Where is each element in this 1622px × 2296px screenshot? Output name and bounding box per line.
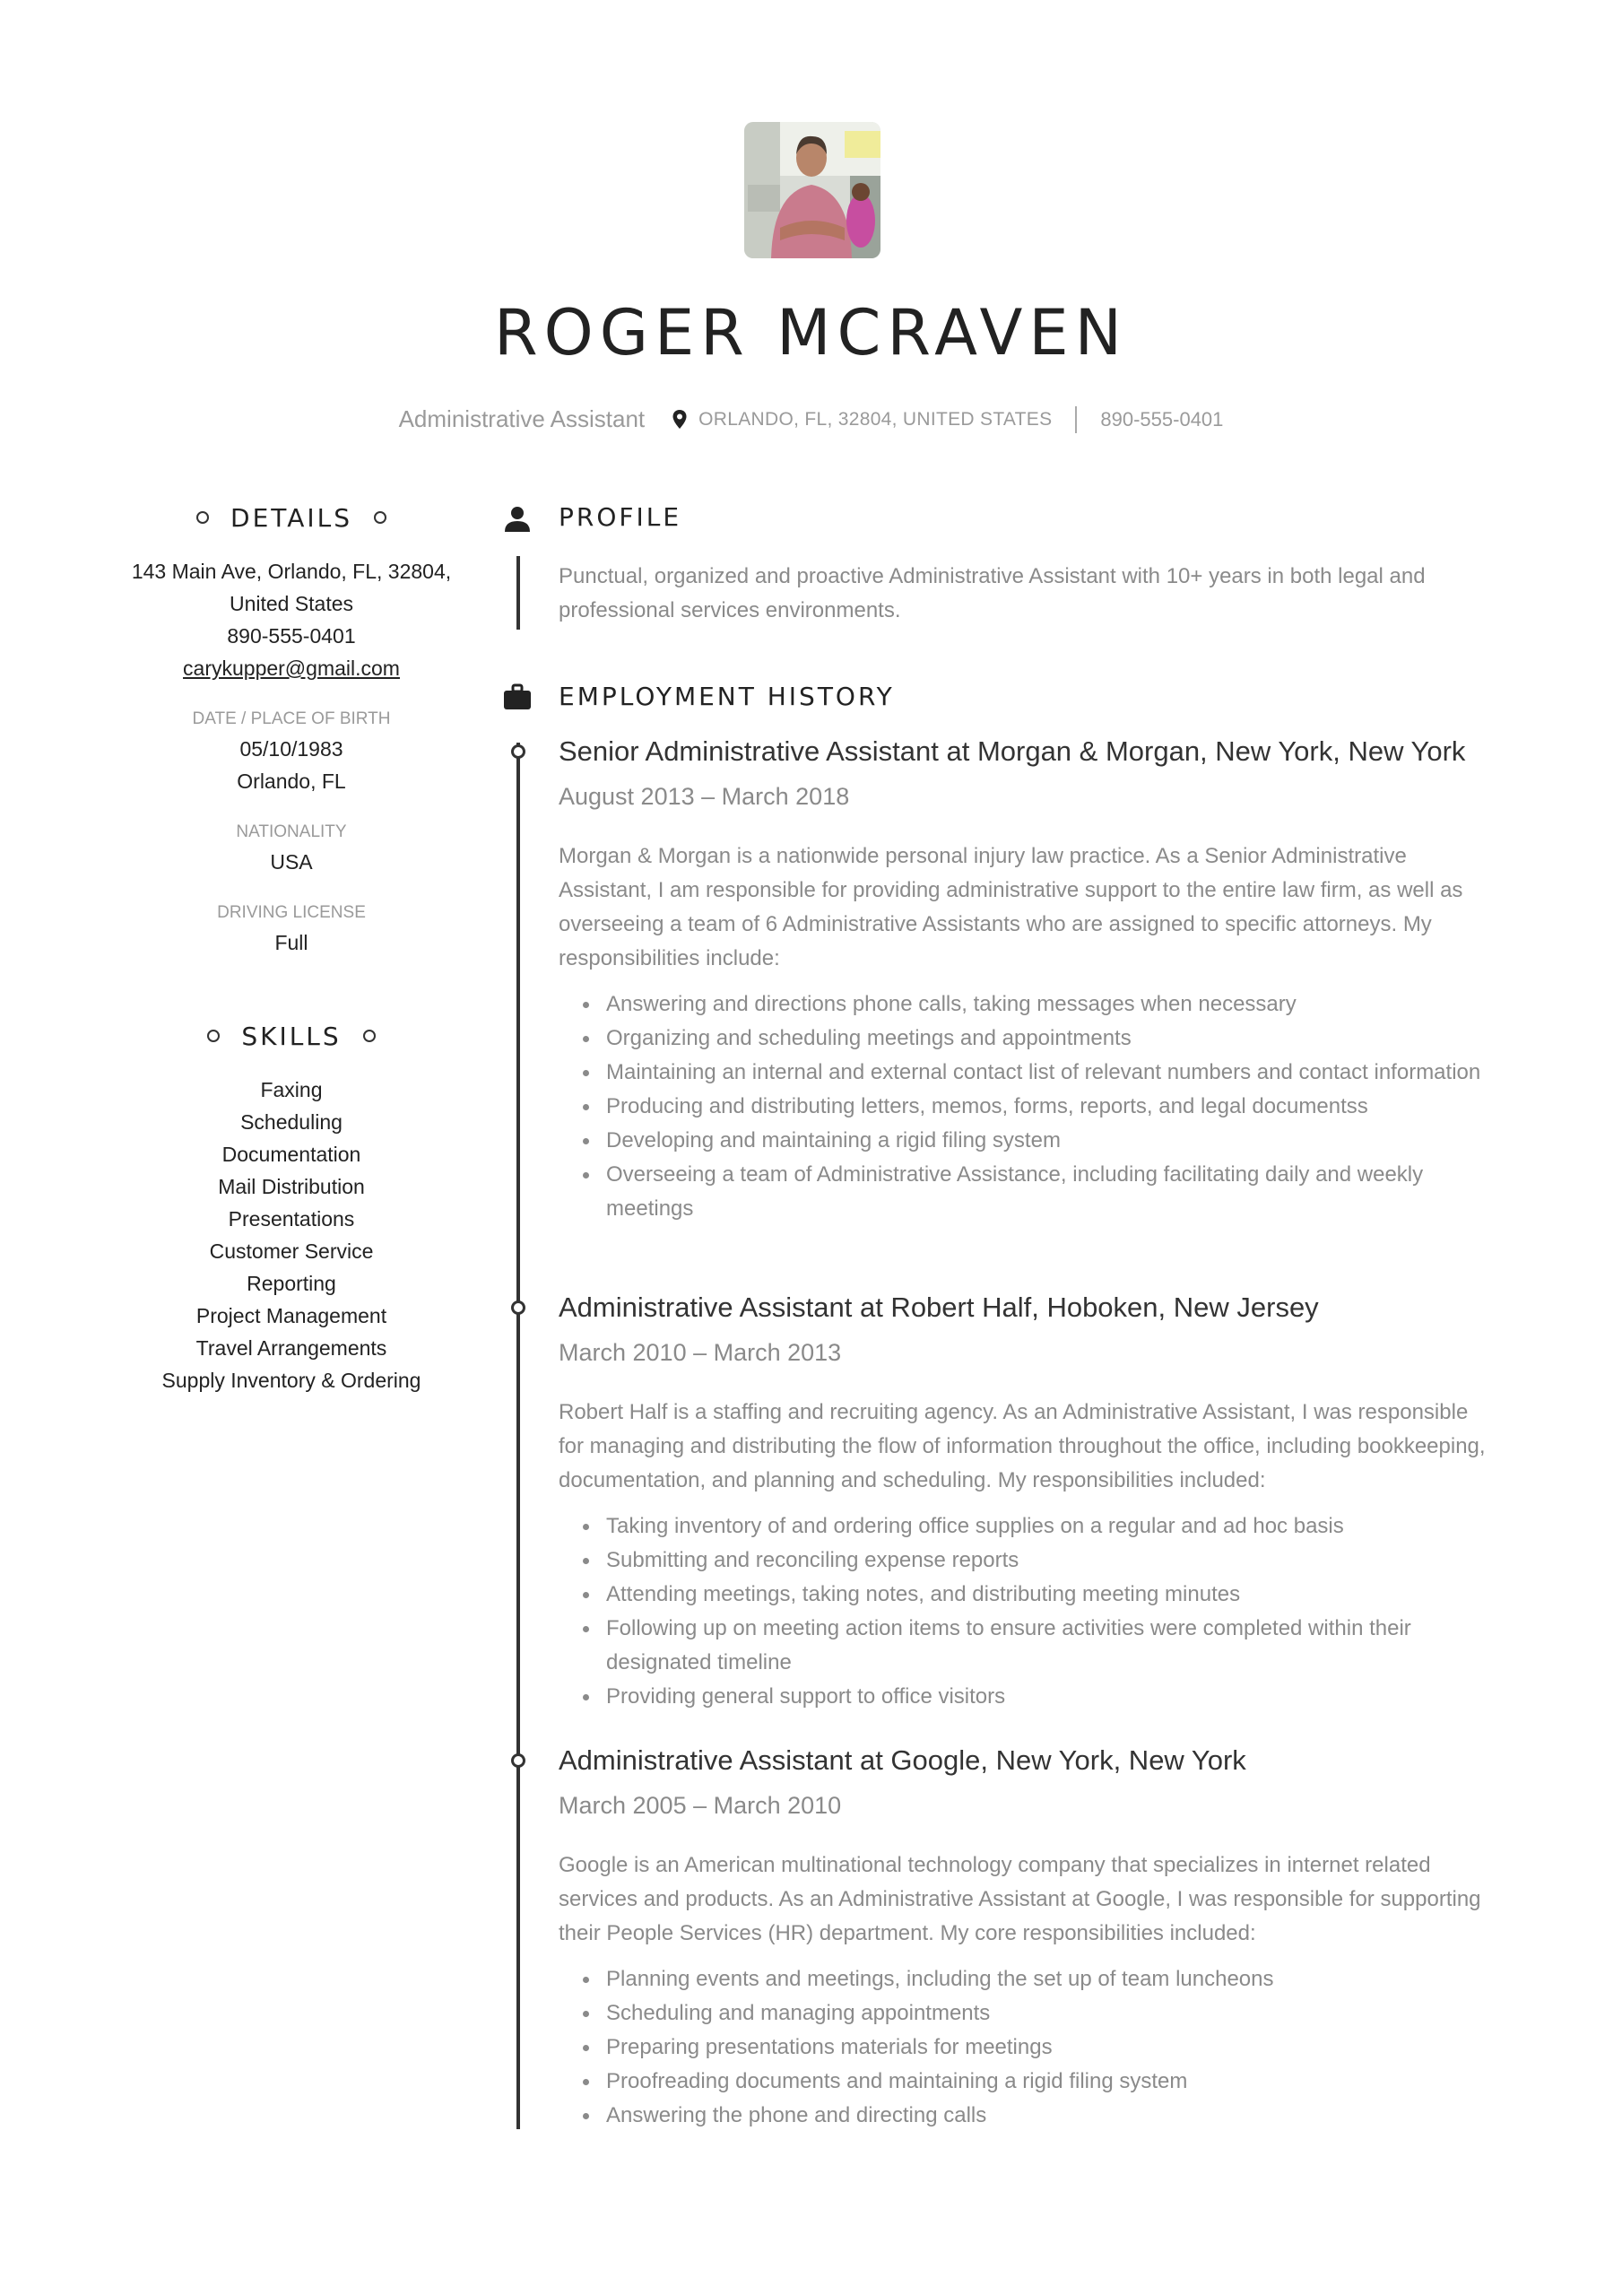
job-description-3: Google is an American multinational technology company that specializes in internet related services and products. As an Administrative Assistant at Google, I was responsible for supporting their People Services (HR) department. My core responsibilities included: — [559, 1853, 1481, 1945]
list-item: Organizing and scheduling meetings and appointments — [559, 1022, 1491, 1056]
skill-item: Presentations — [228, 1207, 355, 1231]
job-dates-3: March 2005 – March 2010 — [559, 1792, 842, 1819]
header-phone: 890-555-0401 — [1100, 407, 1224, 430]
skill-item: Customer Service — [209, 1239, 374, 1263]
nationality-label: NATIONALITY — [236, 822, 347, 841]
skill-item: Documentation — [221, 1143, 361, 1166]
timeline-dot — [511, 744, 525, 759]
address-line1: 143 Main Ave, Orlando, FL, 32804, — [131, 560, 452, 583]
job-description-2: Robert Half is a staffing and recruiting agency. As an Administrative Assistant, I was responsible for managing and distributing the flow of information throughout the office, including bookkeeping, documentation, and planning and scheduling. My responsibilities included: — [559, 1400, 1486, 1492]
list-item: Planning events and meetings, including the set up of team luncheons — [559, 1962, 1491, 1996]
ring-icon — [374, 511, 386, 524]
dob-label: DATE / PLACE OF BIRTH — [192, 709, 391, 728]
nationality-value: USA — [270, 850, 313, 874]
list-item: Answering and directions phone calls, taking messages when necessary — [559, 987, 1491, 1022]
skills-section — [126, 1016, 457, 1396]
header-divider — [1075, 406, 1077, 433]
list-item: Submitting and reconciling expense reports — [559, 1544, 1491, 1578]
header-subline — [0, 405, 1622, 433]
dob-value: 05/10/1983 — [239, 737, 343, 761]
profile-text: Punctual, organized and proactive Administrative Assistant with 10+ years in both legal and professional services environments. — [559, 564, 1426, 622]
list-item: Attending meetings, taking notes, and distributing meeting minutes — [559, 1578, 1491, 1612]
employment-heading: EMPLOYMENT HISTORY — [559, 682, 895, 711]
address-line2: United States — [229, 592, 354, 615]
skill-item: Scheduling — [240, 1110, 343, 1134]
skill-item: Reporting — [247, 1272, 336, 1295]
job-dates-1: August 2013 – March 2018 — [559, 783, 850, 810]
employment-timeline — [516, 743, 520, 2129]
list-item: Proofreading documents and maintaining a rigid filing system — [559, 2065, 1491, 2099]
list-item: Answering the phone and directing calls — [559, 2099, 1491, 2133]
skills-heading-label: SKILLS — [241, 1021, 342, 1051]
skill-item: Mail Distribution — [218, 1175, 365, 1198]
job-title-3: Administrative Assistant at Google, New York, New York — [559, 1744, 1246, 1776]
license-label: DRIVING LICENSE — [217, 903, 366, 922]
skills-list — [126, 1074, 457, 1396]
license-value: Full — [274, 931, 308, 954]
details-email-link[interactable]: carykupper@gmail.com — [183, 657, 400, 680]
details-heading — [126, 498, 457, 537]
header-location: ORLANDO, FL, 32804, UNITED STATES — [698, 408, 1053, 430]
left-column — [126, 498, 457, 1396]
job-dates-2: March 2010 – March 2013 — [559, 1339, 842, 1366]
list-item: Producing and distributing letters, memos, forms, reports, and legal documentss — [559, 1090, 1491, 1124]
briefcase-icon — [502, 682, 533, 712]
job-bullets-3 — [559, 1962, 1491, 2133]
candidate-name: ROGER MCRAVEN — [493, 296, 1129, 370]
timeline-dot — [511, 1753, 525, 1768]
birthplace-value: Orlando, FL — [237, 770, 346, 793]
list-item: Developing and maintaining a rigid filing system — [559, 1124, 1491, 1158]
profile-timeline — [516, 556, 520, 630]
list-item: Following up on meeting action items to ensure activities were completed within their designated timeline — [559, 1612, 1491, 1680]
ring-icon — [363, 1030, 376, 1042]
profile-heading: PROFILE — [559, 502, 682, 532]
skill-item: Supply Inventory & Ordering — [161, 1369, 421, 1392]
skills-heading — [126, 1016, 457, 1056]
job-title-1: Senior Administrative Assistant at Morgan & Morgan, New York, New York — [559, 735, 1466, 767]
job-description-1: Morgan & Morgan is a nationwide personal injury law practice. As a Senior Administrative Assistant, I am responsible for providing administrative support to the entire law firm, as well as overseeing a team of 6 Administrative Assistants who are assigned to specific attorneys. My responsibilities include: — [559, 844, 1463, 970]
list-item: Taking inventory of and ordering office supplies on a regular and ad hoc basis — [559, 1509, 1491, 1544]
profile-photo — [744, 122, 880, 258]
skill-item: Project Management — [195, 1304, 387, 1327]
person-icon — [502, 504, 533, 535]
details-heading-label: DETAILS — [230, 502, 352, 533]
map-pin-icon — [672, 409, 688, 430]
list-item: Maintaining an internal and external contact list of relevant numbers and contact information — [559, 1056, 1491, 1090]
details-phone: 890-555-0401 — [227, 624, 356, 648]
skill-item: Faxing — [260, 1078, 323, 1101]
list-item: Scheduling and managing appointments — [559, 1996, 1491, 2031]
job-bullets-1 — [559, 987, 1491, 1226]
job-title: Administrative Assistant — [398, 405, 646, 432]
timeline-dot — [511, 1300, 525, 1315]
list-item: Providing general support to office visitors — [559, 1680, 1491, 1714]
list-item: Overseeing a team of Administrative Assistance, including facilitating daily and weekly meetings — [559, 1158, 1491, 1226]
job-bullets-2 — [559, 1509, 1491, 1714]
ring-icon — [196, 511, 209, 524]
skill-item: Travel Arrangements — [195, 1336, 387, 1360]
job-title-2: Administrative Assistant at Robert Half, Hoboken, New Jersey — [559, 1292, 1319, 1323]
list-item: Preparing presentations materials for meetings — [559, 2031, 1491, 2065]
ring-icon — [207, 1030, 220, 1042]
